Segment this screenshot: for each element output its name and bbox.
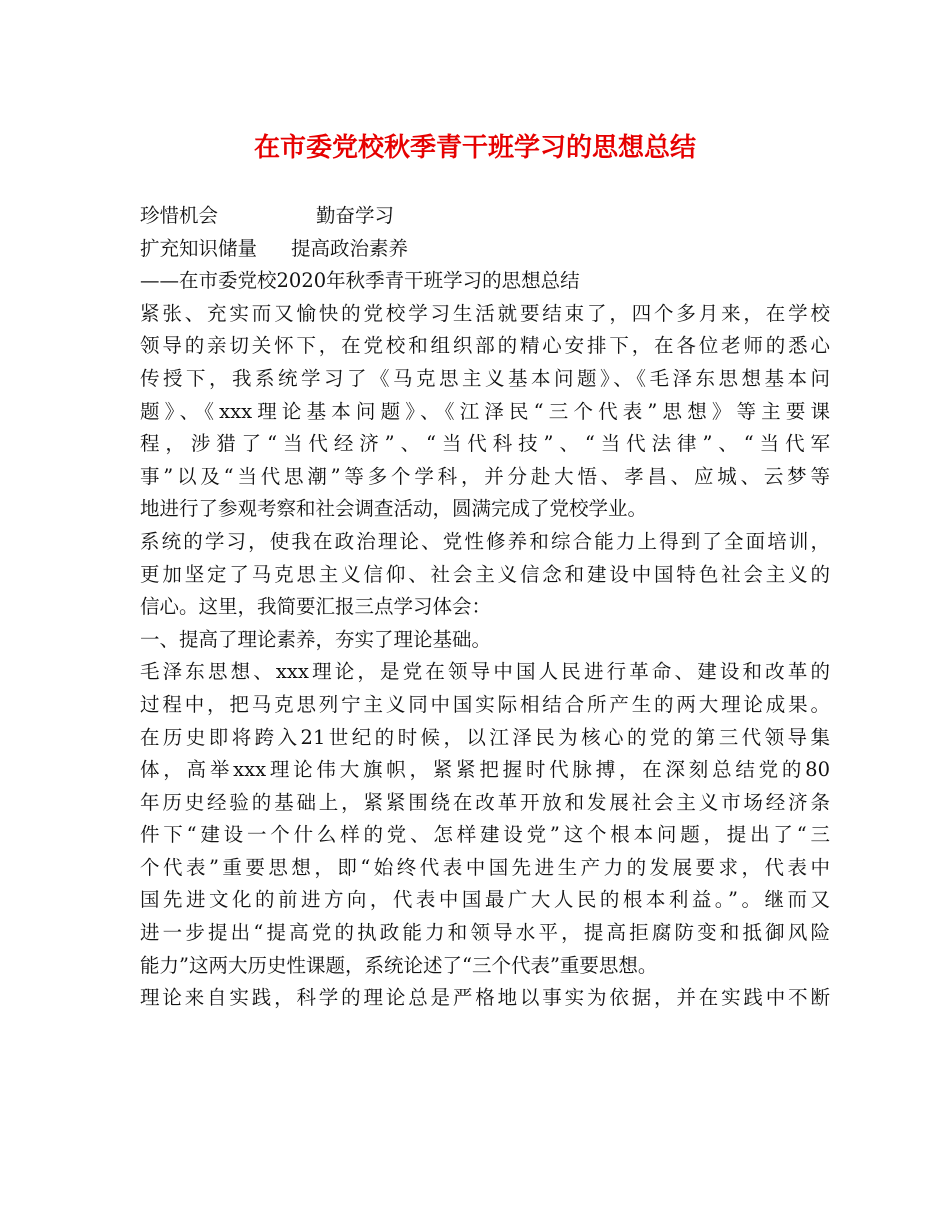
- paragraph-line: 能力”这两大历史性课题，系统论述了“三个代表”重要思想。: [140, 953, 658, 977]
- subtitle-phrase-expand-knowledge: 扩充知识储量: [140, 236, 258, 260]
- subtitle-phrase-study-diligently: 勤奋学习: [316, 204, 395, 227]
- paragraph-line: 传授下，我系统学习了《马克思主义基本问题》、《毛泽东思想基本问: [140, 366, 830, 390]
- subtitle-phrase-improve-political-quality: 提高政治素养: [291, 236, 409, 260]
- paragraph-line: 体，高举xxx理论伟大旗帜，紧紧把握时代脉搏，在深刻总结党的80: [140, 758, 830, 782]
- paragraph-line: 系统的学习，使我在政治理论、党性修养和综合能力上得到了全面培训，: [140, 529, 830, 553]
- paragraph-line: 个代表”重要思想，即“始终代表中国先进生产力的发展要求，代表中: [140, 855, 830, 879]
- document-body: [140, 200, 830, 1015]
- paragraph-line: 事”以及“当代思潮”等多个学科，并分赴大悟、孝昌、应城、云梦等: [140, 464, 830, 488]
- section-heading: 一、提高了理论素养，夯实了理论基础。: [140, 627, 492, 651]
- subtitle-phrase-cherish-opportunity: 珍惜机会: [140, 204, 219, 227]
- document-title: 在市委党校秋季青干班学习的思想总结: [253, 133, 696, 163]
- paragraph-line: 题》、《xxx理论基本问题》、《江泽民“三个代表”思想》等主要课: [140, 399, 830, 423]
- paragraph-line: 地进行了参观考察和社会调查活动，圆满完成了党校学业。: [140, 497, 648, 521]
- paragraph-line: 理论来自实践，科学的理论总是严格地以事实为依据，并在实践中不断: [140, 986, 830, 1010]
- paragraph-line: 领导的亲切关怀下，在党校和组织部的精心安排下，在各位老师的悉心: [140, 334, 830, 358]
- paragraph-line: 进一步提出“提高党的执政能力和领导水平，提高拒腐防变和抵御风险: [140, 921, 830, 945]
- paragraph-line: 国先进文化的前进方向，代表中国最广大人民的根本利益。”。继而又: [140, 888, 830, 912]
- paragraph-line: 紧张、充实而又愉快的党校学习生活就要结束了，四个多月来，在学校: [140, 301, 830, 325]
- paragraph-line: 毛泽东思想、xxx理论，是党在领导中国人民进行革命、建设和改革的: [140, 660, 830, 684]
- paragraph-line: 过程中，把马克思列宁主义同中国实际相结合所产生的两大理论成果。: [140, 692, 830, 716]
- paragraph-line: 信心。这里，我简要汇报三点学习体会：: [140, 595, 492, 619]
- byline: ——在市委党校2020年秋季青干班学习的思想总结: [140, 269, 580, 293]
- subtitle-line-2: [140, 233, 830, 266]
- paragraph-line: 程，涉猎了“当代经济”、“当代科技”、“当代法律”、“当代军: [140, 432, 830, 456]
- paragraph-line: 件下“建设一个什么样的党、怎样建设党”这个根本问题，提出了“三: [140, 823, 830, 847]
- paragraph-line: 更加坚定了马克思主义信仰、社会主义信念和建设中国特色社会主义的: [140, 562, 830, 586]
- paragraph-line: 年历史经验的基础上，紧紧围绕在改革开放和发展社会主义市场经济条: [140, 790, 830, 814]
- subtitle-line-1: [140, 200, 830, 233]
- paragraph-line: 在历史即将跨入21世纪的时候，以江泽民为核心的党的第三代领导集: [140, 725, 830, 749]
